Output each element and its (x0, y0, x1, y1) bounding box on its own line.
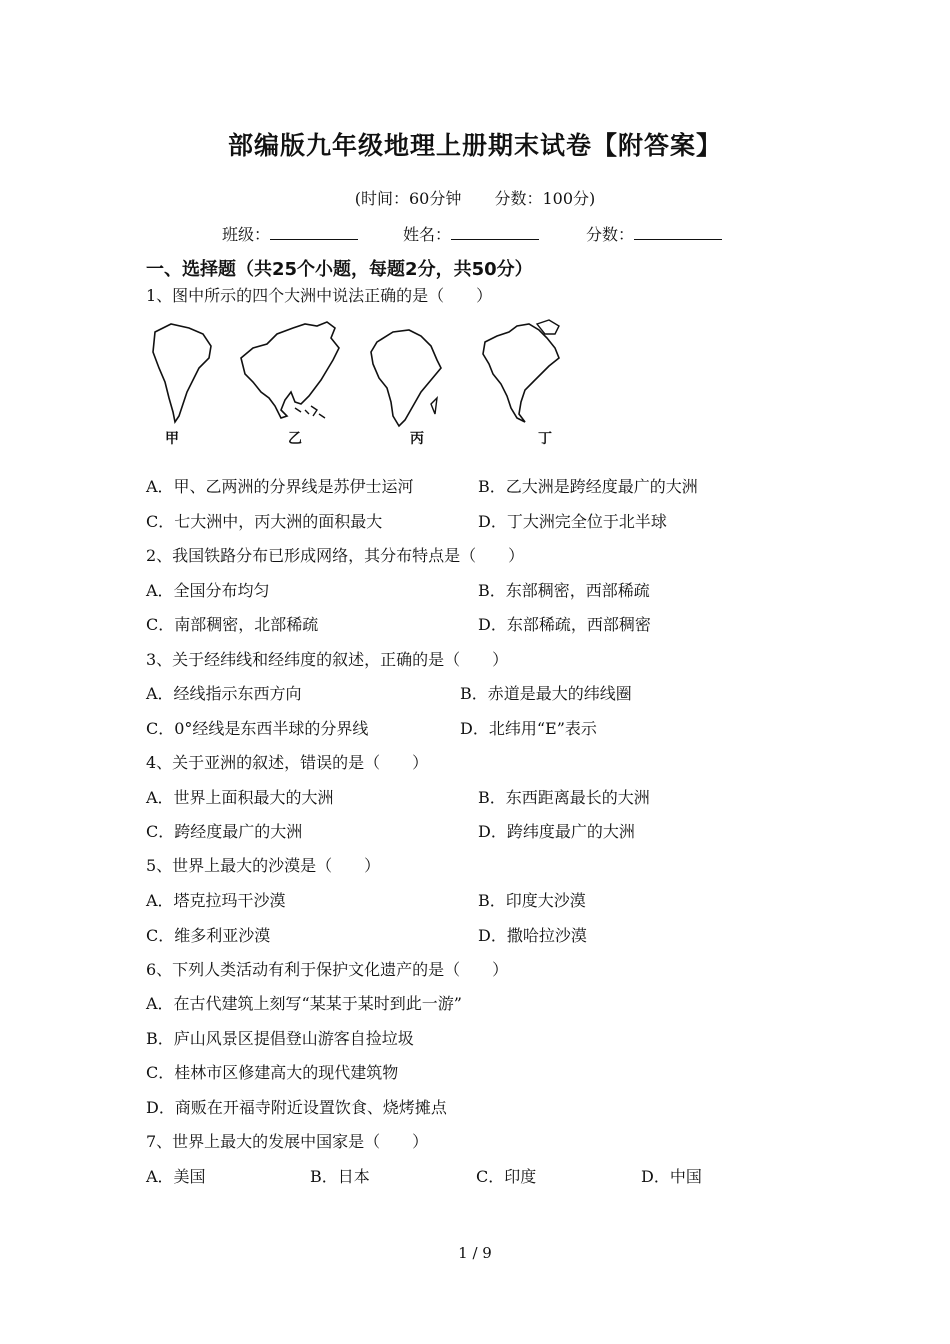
name-field[interactable] (403, 222, 539, 245)
section-heading-choice: 一、选择题（共25个小题，每题2分，共50分） (146, 259, 533, 280)
map-label-yi: 乙 (288, 431, 302, 447)
q7-option-b[interactable]: B．日本 (310, 1167, 370, 1186)
class-field[interactable] (222, 222, 358, 245)
q6-option-a[interactable]: A．在古代建筑上刻写“某某于某时到此一游” (146, 994, 462, 1013)
south-america-map (153, 324, 211, 422)
score-label: 分数： (586, 225, 635, 244)
q4-option-d[interactable]: D．跨纬度最广的大洲 (478, 822, 635, 841)
q1-option-a[interactable]: A．甲、乙两洲的分界线是苏伊士运河 (146, 477, 414, 496)
q7-option-c[interactable]: C．印度 (476, 1167, 537, 1186)
name-blank[interactable] (451, 225, 539, 240)
q6-option-b[interactable]: B．庐山风景区提倡登山游客自捡垃圾 (146, 1029, 414, 1048)
continent-maps (145, 318, 575, 450)
q5-stem: 5、世界上最大的沙漠是（ ） (146, 856, 381, 875)
exam-time: (时间：60分钟 (354, 189, 462, 208)
q1-option-c[interactable]: C．七大洲中，丙大洲的面积最大 (146, 512, 383, 531)
north-america-map (483, 324, 559, 422)
q4-stem: 4、关于亚洲的叙述，错误的是（ ） (146, 753, 429, 772)
q4-option-a[interactable]: A．世界上面积最大的大洲 (146, 788, 334, 807)
asia-islands (295, 406, 325, 418)
q5-option-d[interactable]: D．撒哈拉沙漠 (478, 926, 587, 945)
score-blank[interactable] (634, 225, 722, 240)
continent-maps-svg (145, 318, 575, 450)
q1-option-b[interactable]: B．乙大洲是跨经度最广的大洲 (478, 477, 698, 496)
page-number: 1 / 9 (458, 1244, 492, 1262)
q5-option-b[interactable]: B．印度大沙漠 (478, 891, 586, 910)
madagascar-map (431, 398, 437, 414)
map-label-ding: 丁 (538, 431, 552, 447)
name-label: 姓名： (403, 225, 452, 244)
exam-meta (0, 186, 950, 209)
q5-option-c[interactable]: C．维多利亚沙漠 (146, 926, 271, 945)
q3-option-a[interactable]: A．经线指示东西方向 (146, 684, 302, 703)
q5-option-a[interactable]: A．塔克拉玛干沙漠 (146, 891, 286, 910)
page-title: 部编版九年级地理上册期末试卷【附答案】 (227, 131, 722, 160)
q3-option-c[interactable]: C．0°经线是东西半球的分界线 (146, 719, 369, 738)
exam-total-score: 分数：100分) (494, 189, 596, 208)
map-label-bing: 丙 (410, 431, 424, 447)
q2-stem: 2、我国铁路分布已形成网络，其分布特点是（ ） (146, 546, 525, 565)
score-field[interactable] (586, 222, 722, 245)
q7-option-d[interactable]: D．中国 (641, 1167, 702, 1186)
africa-map (371, 330, 441, 426)
q2-option-a[interactable]: A．全国分布均匀 (146, 581, 270, 600)
q1-stem: 1、图中所示的四个大洲中说法正确的是（ ） (146, 286, 493, 305)
q3-stem: 3、关于经纬线和经纬度的叙述，正确的是（ ） (146, 650, 509, 669)
map-label-jia: 甲 (165, 431, 179, 447)
q3-option-d[interactable]: D．北纬用“E”表示 (460, 719, 597, 738)
q6-option-d[interactable]: D．商贩在开福寺附近设置饮食、烧烤摊点 (146, 1098, 447, 1117)
q7-stem: 7、世界上最大的发展中国家是（ ） (146, 1132, 429, 1151)
q2-option-b[interactable]: B．东部稠密，西部稀疏 (478, 581, 650, 600)
asia-map (241, 322, 339, 418)
q2-option-c[interactable]: C．南部稠密，北部稀疏 (146, 615, 319, 634)
q2-option-d[interactable]: D．东部稀疏，西部稠密 (478, 615, 651, 634)
q7-option-a[interactable]: A．美国 (146, 1167, 206, 1186)
class-blank[interactable] (270, 225, 358, 240)
class-label: 班级： (222, 225, 271, 244)
q4-option-b[interactable]: B．东西距离最长的大洲 (478, 788, 650, 807)
q1-option-d[interactable]: D．丁大洲完全位于北半球 (478, 512, 667, 531)
q6-stem: 6、下列人类活动有利于保护文化遗产的是（ ） (146, 960, 509, 979)
q4-option-c[interactable]: C．跨经度最广的大洲 (146, 822, 303, 841)
q6-option-c[interactable]: C．桂林市区修建高大的现代建筑物 (146, 1063, 399, 1082)
q3-option-b[interactable]: B．赤道是最大的纬线圈 (460, 684, 632, 703)
